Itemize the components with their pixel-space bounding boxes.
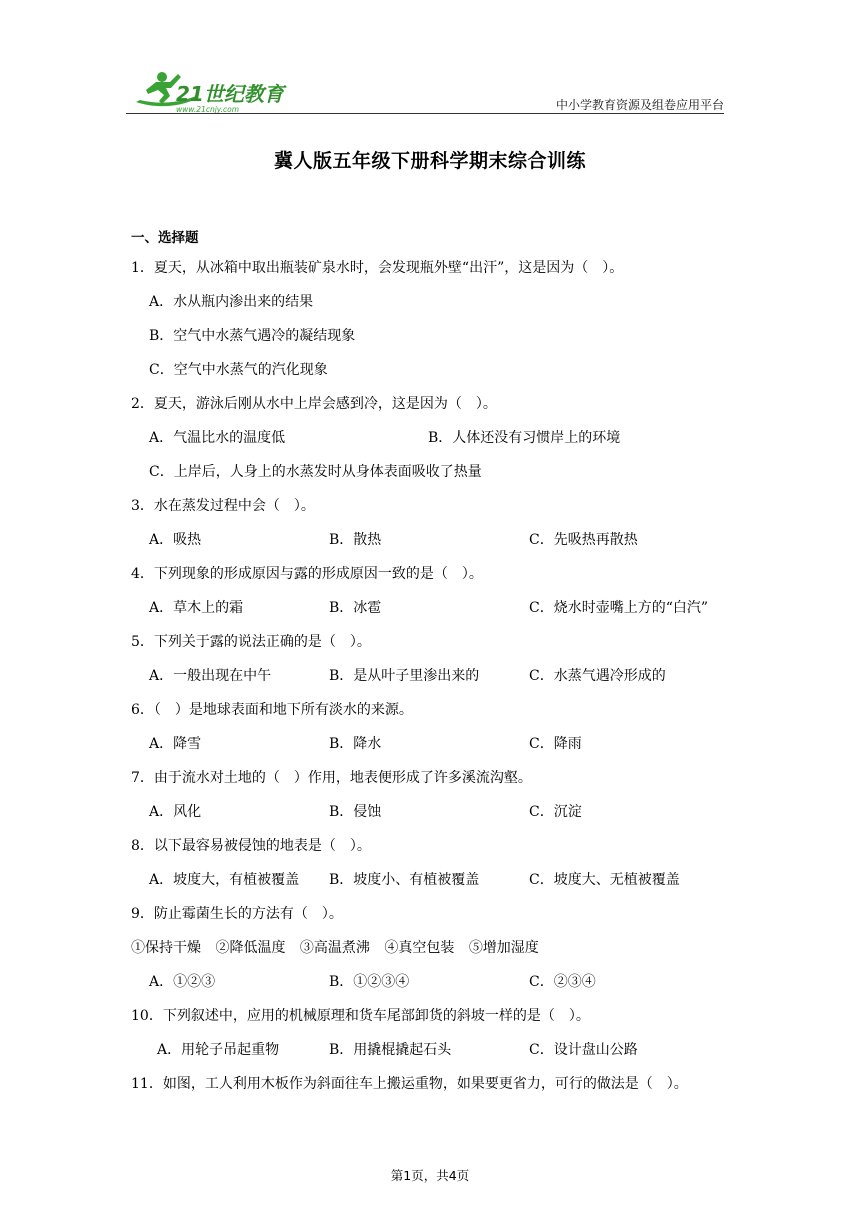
option-2c: C．上岸后，人身上的水蒸发时从身体表面吸收了热量 xyxy=(149,464,482,480)
option-5b: B．是从叶子里渗出来的 xyxy=(329,668,480,684)
exam-content xyxy=(131,225,731,1101)
q9-items xyxy=(131,931,731,965)
logo-text: 21世纪教育 xyxy=(176,82,284,106)
option-9a: A．①②③ xyxy=(149,974,216,990)
option-4b: B．冰雹 xyxy=(329,600,382,616)
option-9b: B．①②③④ xyxy=(329,974,410,990)
question-2: 2．夏天，游泳后刚从水中上岸会感到冷，这是因为（ ）。 xyxy=(131,396,497,412)
options-4-row xyxy=(131,591,731,625)
option-8a: A．坡度大，有植被覆盖 xyxy=(149,872,300,888)
question-1: 1．夏天，从冰箱中取出瓶装矿泉水时，会发现瓶外壁“出汗”，这是因为（ ）。 xyxy=(131,260,624,276)
options-5-row xyxy=(131,659,731,693)
page-title: 冀人版五年级下册科学期末综合训练 xyxy=(273,150,586,172)
option-2a: A．气温比水的温度低 xyxy=(149,430,286,446)
platform-name: 中小学教育资源及组卷应用平台 xyxy=(555,98,724,112)
option-9c: C．②③④ xyxy=(529,974,596,990)
option-3b: B．散热 xyxy=(329,532,382,548)
q9-item-2: ②降低温度 xyxy=(215,940,286,956)
question-8: 8．以下最容易被侵蚀的地表是（ ）。 xyxy=(131,838,371,854)
logo-url: www.21cnjy.com xyxy=(176,105,240,114)
option-6a: A．降雪 xyxy=(149,736,202,752)
option-6b: B．降水 xyxy=(329,736,382,752)
option-7c: C．沉淀 xyxy=(529,804,582,820)
option-10b: B．用撬棍撬起石头 xyxy=(329,1042,452,1058)
option-3c: C．先吸热再散热 xyxy=(529,532,638,548)
logo xyxy=(126,70,296,114)
q9-item-1: ①保持干燥 xyxy=(131,940,201,956)
option-3a: A．吸热 xyxy=(149,532,202,548)
question-3: 3．水在蒸发过程中会（ ）。 xyxy=(131,498,315,514)
options-8-row xyxy=(131,863,731,897)
options-6-row xyxy=(131,727,731,761)
options-3-row xyxy=(131,523,731,557)
q9-item-5: ⑤增加湿度 xyxy=(468,940,539,956)
option-8c: C．坡度大、无植被覆盖 xyxy=(529,872,680,888)
option-1b: B．空气中水蒸气遇冷的凝结现象 xyxy=(149,328,356,344)
option-4c: C．烧水时壶嘴上方的“白汽” xyxy=(529,600,709,616)
question-4: 4．下列现象的形成原因与露的形成原因一致的是（ ）。 xyxy=(131,566,483,582)
option-10c: C．设计盘山公路 xyxy=(529,1042,638,1058)
header-divider xyxy=(126,113,724,114)
option-8b: B．坡度小、有植被覆盖 xyxy=(329,872,480,888)
option-5a: A．一般出现在中午 xyxy=(149,668,272,684)
option-2b: B．人体还没有习惯岸上的环境 xyxy=(428,430,621,446)
option-4a: A．草木上的霜 xyxy=(149,600,244,616)
q9-item-4: ④真空包装 xyxy=(384,940,455,956)
option-6c: C．降雨 xyxy=(529,736,582,752)
option-5c: C．水蒸气遇冷形成的 xyxy=(529,668,666,684)
page-footer: 第1页，共4页 xyxy=(390,1168,470,1183)
question-5: 5．下列关于露的说法正确的是（ ）。 xyxy=(131,634,371,650)
question-11: 11．如图，工人利用木板作为斜面往车上搬运重物，如果要更省力，可行的做法是（ ）。 xyxy=(131,1076,688,1092)
option-1a: A．水从瓶内渗出来的结果 xyxy=(149,294,314,310)
question-7: 7．由于流水对土地的（ ）作用，地表便形成了许多溪流沟壑。 xyxy=(131,770,532,786)
question-9: 9．防止霉菌生长的方法有（ ）。 xyxy=(131,906,343,922)
options-2-row xyxy=(131,421,731,455)
option-10a: A．用轮子吊起重物 xyxy=(157,1042,280,1058)
options-10-row xyxy=(131,1033,731,1067)
option-7a: A．风化 xyxy=(149,804,202,820)
question-6: 6．（ ）是地球表面和地下所有淡水的来源。 xyxy=(131,702,413,718)
section-heading: 一、选择题 xyxy=(131,230,199,246)
q9-item-3: ③高温煮沸 xyxy=(299,940,370,956)
options-9-row xyxy=(131,965,731,999)
option-1c: C．空气中水蒸气的汽化现象 xyxy=(149,362,328,378)
option-7b: B．侵蚀 xyxy=(329,804,382,820)
options-7-row xyxy=(131,795,731,829)
question-10: 10．下列叙述中，应用的机械原理和货车尾部卸货的斜坡一样的是（ ）。 xyxy=(131,1008,590,1024)
page-header xyxy=(126,66,724,118)
